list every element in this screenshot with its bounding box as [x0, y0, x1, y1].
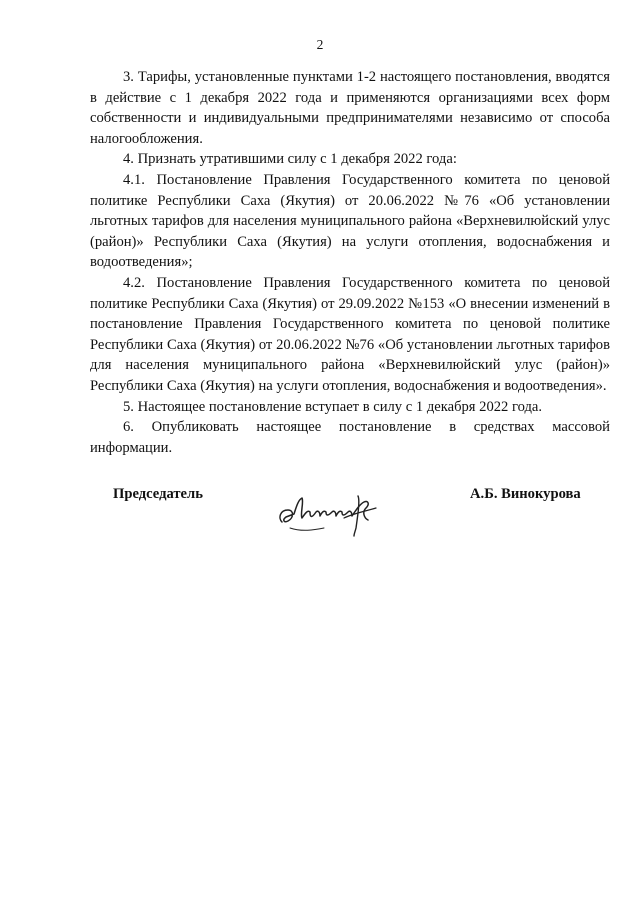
paragraph-item-4-2: 4.2. Постановление Правления Государственного комитета по ценовой политике Республики Саха (Якутия) от 29.09.2022 №153 «О внесении изменений в постановление Правления Государственного комитета по ценовой политике Республики Саха (Якутия) от 20.06.2022 №76 «Об установлении льготных тарифов для населения муниципального района «Верхневилюйский улус (район)» Республики Саха (Якутия) на услуги отопления, водоснабжения и водоотведения».	[90, 274, 610, 394]
paragraph-item-4-1: 4.1. Постановление Правления Государственного комитета по ценовой политике Республики Саха (Якутия) от 20.06.2022 №76 «Об установлении льготных тарифов для населения муниципального района «Верхневилюйский улус (район)» Республики Саха (Якутия) на услуги отопления, водоснабжения и водоотведения»;	[90, 171, 610, 271]
paragraph-invalidate-heading: 4. Признать утратившими силу с 1 декабря 2022 года:	[123, 151, 457, 168]
document-body	[90, 67, 610, 458]
handwritten-signature	[272, 488, 392, 540]
paragraph-publish: 6. Опубликовать настоящее постановление в средствах массовой информации.	[90, 419, 610, 456]
signatory-name: А.Б. Винокурова	[470, 486, 581, 502]
paragraph-entry-into-force: 5. Настоящее постановление вступает в силу с 1 декабря 2022 года.	[123, 398, 543, 415]
signature-block	[0, 480, 640, 550]
page-number: 2	[316, 37, 324, 52]
signatory-title: Председатель	[113, 486, 203, 502]
paragraph-tariffs-effective: 3. Тарифы, установленные пунктами 1-2 настоящего постановления, вводятся в действие с 1 декабря 2022 года и применяются организациями всех форм собственности и индивидуальными предпринимателями независимо от способа налогообложения.	[90, 69, 610, 147]
